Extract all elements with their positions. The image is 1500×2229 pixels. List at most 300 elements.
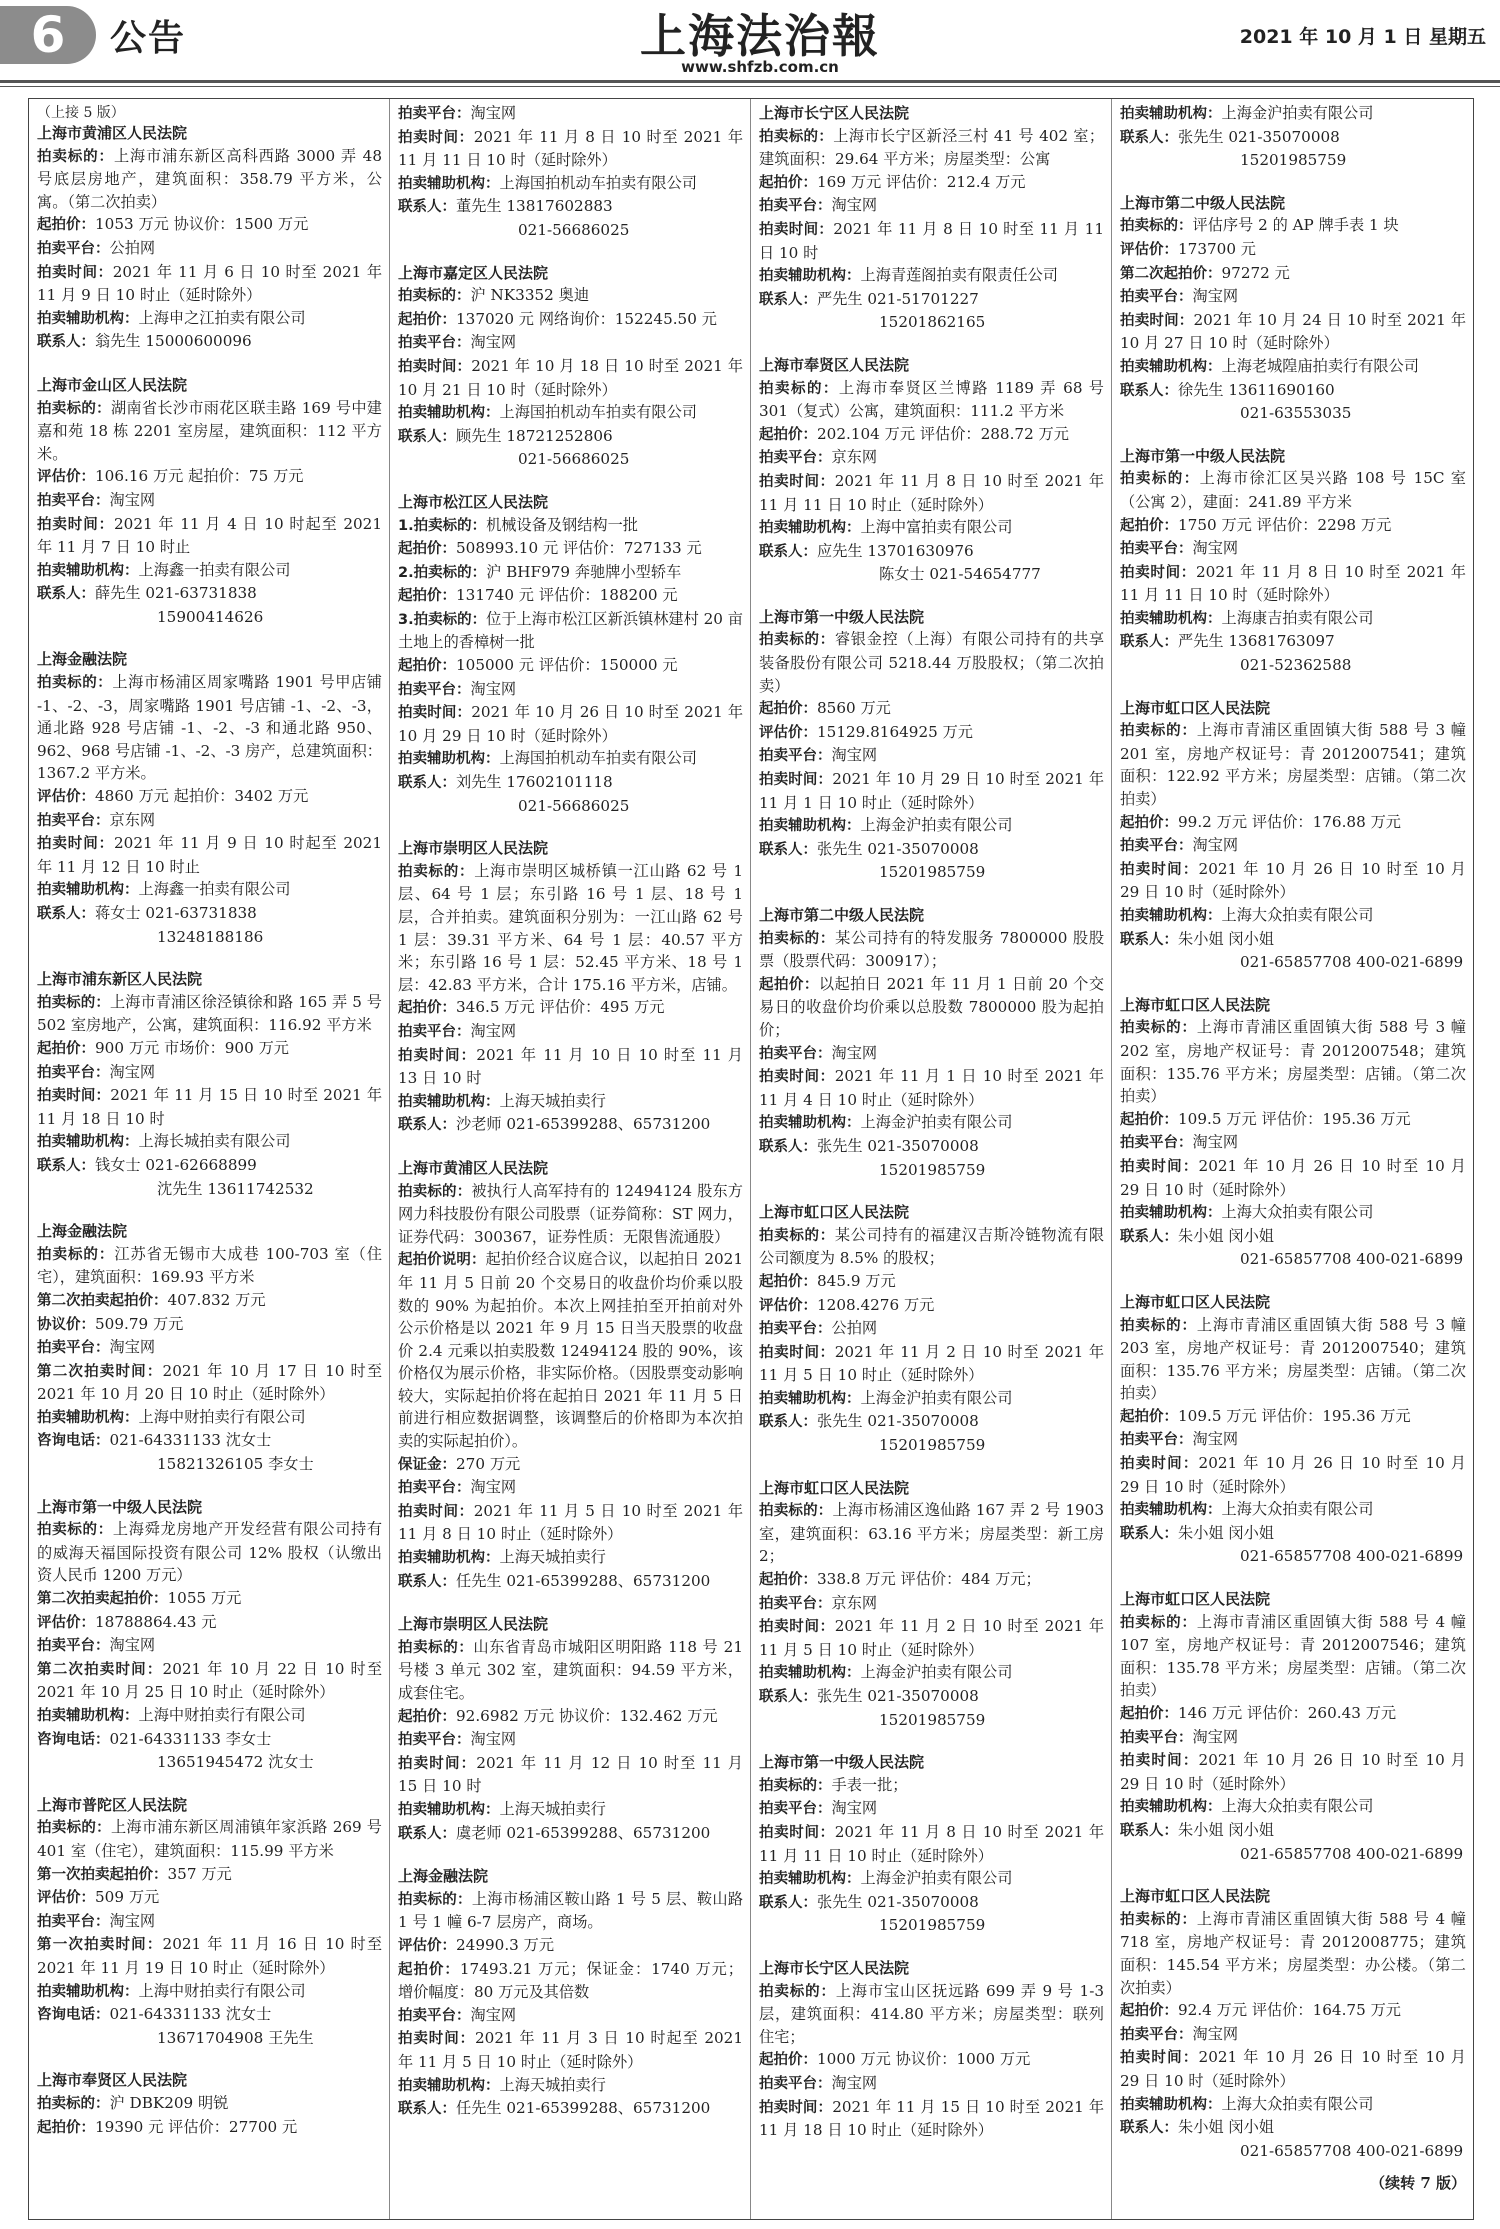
field-label: 第二次拍卖起拍价： [37,1591,168,1608]
field-label: 拍卖时间： [759,2099,833,2116]
notice-field [398,860,743,997]
field-value: 2021 年 11 月 9 日 10 时起至 2021 年 11 月 12 日 10 时止 [37,834,382,876]
field-label: 拍卖辅助机构： [759,1115,861,1132]
field-label: 起拍价： [1120,2003,1178,2020]
field-label: 拍卖平台： [398,1480,471,1497]
notice-field [37,1406,382,1430]
field-value: 上海市宝山区抚远路 699 弄 9 号 1-3 层，建筑面积：414.80 平方米；房屋类型：联列住宅； [759,1981,1105,2046]
notice-field [759,1821,1104,1867]
field-value: 173700 元 [1178,239,1256,258]
field-label: 拍卖平台： [1120,1729,1193,1746]
field-value: 湖南省长沙市雨花区联圭路 169 号中建嘉和苑 18 栋 2201 室房屋，建筑面积：112 平方米。 [37,398,382,463]
field-label: 拍卖时间： [759,772,833,789]
field-value: 2021 年 10 月 24 日 10 时至 2021 年 10 月 27 日 10 时（延时除外） [1120,310,1467,353]
court-name: 上海市奉贤区人民法院 [37,2071,188,2090]
field-label: 拍卖辅助机构： [37,562,139,579]
field-value: 淘宝网 [831,746,878,765]
notice-field [37,878,382,902]
field-value: 严先生 13681763097 [1178,632,1335,651]
field-value: 2021 年 10 月 26 日 10 时至 10 月 29 日 10 时（延时除外） [1120,1454,1466,1496]
notice-field [37,1658,382,1704]
field-value: 2021 年 11 月 15 日 10 时至 2021 年 11 月 18 日 10 时 [37,1086,383,1128]
field-value: 沪 BHF979 奔驰牌小型轿车 [486,562,682,581]
field-value: 上海大众拍卖有限公司 [1221,1203,1374,1222]
field-value: 2021 年 11 月 8 日 10 时至 2021 年 11 月 11 日 10 时（延时除外） [398,127,744,170]
contact-extra-line: 021-65857708 400-021-6899 [1240,2141,1464,2160]
field-label: 联系人： [1120,2120,1178,2137]
court-name: 上海市虹口区人民法院 [1120,995,1271,1014]
contact-extra-line: 15201985759 [879,863,986,882]
field-label: 拍卖标的： [37,400,111,417]
notice-field [398,308,743,332]
field-label: 拍卖辅助机构： [759,268,861,285]
field-value: 845.9 万元 [817,1271,896,1290]
notice-field [1120,1131,1466,1155]
field-value: 2021 年 11 月 2 日 10 时至 2021 年 11 月 5 日 10 时止（延时除外） [759,1342,1105,1385]
field-value: 机械设备及钢结构一批 [486,515,638,534]
field-label: 拍卖辅助机构： [398,1550,500,1567]
field-value: 2021 年 11 月 4 日 10 时起至 2021 年 11 月 7 日 10 时止 [37,514,382,557]
notice-field [398,747,743,771]
notice-field [398,195,743,219]
field-label: 起拍价： [1120,1706,1178,1722]
field-value: 上海市奉贤区兰博路 1189 弄 68 号 301（复式）公寓，建筑面积：111.2 平方米 [759,378,1104,421]
notice-field [37,2003,382,2027]
notice-field [759,1270,1104,1294]
field-label: 拍卖时间： [1120,312,1194,329]
notice-field [37,513,382,559]
field-label: 拍卖平台： [37,1638,110,1655]
auction-notice [1120,994,1466,1271]
field-label: 拍卖标的： [398,1183,472,1200]
field-value: 109.5 万元 评估价：195.36 万元 [1178,1109,1411,1128]
field-value: 上海老城隍庙拍卖行有限公司 [1221,356,1419,375]
contact-extra-line: 15201985759 [1240,151,1347,170]
contact-extra-line: 15201985759 [879,1436,986,1455]
field-label: 第二次起拍价： [1120,265,1222,282]
notice-field [1120,1749,1466,1795]
notice-field [1120,214,1466,238]
field-label: 联系人： [398,775,456,792]
field-value: 淘宝网 [831,2073,878,2092]
notice-field [398,537,743,561]
auction-notice [398,1865,743,2121]
notice-field [37,1037,382,1061]
court-name: 上海市第一中级人民法院 [759,607,925,626]
notice-field [759,1042,1104,1066]
field-label: 拍卖标的： [759,632,835,649]
notice-field [1120,1201,1466,1225]
notice-field [1120,1522,1466,1546]
auction-notice [1120,1885,1466,2162]
notice-field [759,1685,1104,1709]
court-name: 上海金融法院 [398,1867,489,1886]
auction-notice [398,262,743,471]
field-value: 位于上海市松江区新浜镇林建村 20 亩土地上的香樟树一批 [398,609,743,652]
notice-field [1120,1452,1466,1498]
field-label: 联系人： [759,1138,817,1155]
notice-field [759,697,1104,721]
notice-field [759,1867,1104,1891]
field-value: 虞老师 021-65399288、65731200 [456,1823,711,1842]
field-label: 1.拍卖标的： [398,517,487,534]
notice-field [1120,834,1466,858]
field-value: 上海中富拍卖有限公司 [860,518,1013,537]
notice-field [1120,309,1466,355]
field-label: 联系人： [398,2101,456,2118]
field-label: 拍卖平台： [37,1064,110,1081]
notice-field [37,2116,382,2140]
field-label: 拍卖时间： [398,358,472,375]
notice-field [1120,1908,1466,1999]
court-name: 上海市虹口区人民法院 [1120,698,1271,717]
field-label: 起拍价说明： [398,1252,486,1269]
column-1 [29,99,390,2219]
notice-field [37,582,382,606]
auction-notice [37,122,382,354]
field-value: 17493.21 万元；保证金：1740 万元；增价幅度：80 万元及其倍数 [398,1959,743,2002]
notice-field [759,423,1104,447]
field-label: 起拍价： [1120,814,1178,831]
field-label: 拍卖标的： [37,148,114,165]
notice-field [759,814,1104,838]
notice-field [398,1752,743,1798]
field-value: 97272 元 [1221,263,1290,282]
field-label: 联系人： [759,841,817,858]
auction-notice [759,904,1104,1181]
field-label: 拍卖标的： [398,1639,474,1656]
notice-field [398,1546,743,1570]
notice-field [37,809,382,833]
notice-field [1120,355,1466,379]
notice-field [37,489,382,513]
notice-field [759,470,1104,516]
notice-field [398,1180,743,1249]
field-value: 江苏省无锡市大成巷 100-703 室（住宅），建筑面积：169.93 平方米 [37,1244,383,1287]
field-label: 拍卖平台： [398,2007,471,2024]
field-label: 拍卖平台： [759,2075,832,2092]
notice-field [398,2074,743,2098]
notice-field [398,584,743,608]
field-value: 上海市崇明区城桥镇一江山路 62 号 1 层、64 号 1 层；东引路 16 号 1 层、18 号 1 层，合并拍卖。建筑面积分别为：一江山路 62 号 1 层：39.31 平方米、64 号 1 层：40.57 平方米；东引路 16 号 1 层：52.45 平方米、18 号 1 层：42.83 平方米，合计 175.16 平方米，店铺。 [398,861,743,994]
auction-notice [759,102,1104,334]
field-label: 咨询电话： [37,1433,110,1450]
contact-extra-line: 陈女士 021-54654777 [879,565,1041,584]
notice-field [37,397,382,466]
auction-notice [37,374,382,629]
notice-field [398,1934,743,1958]
field-label: 拍卖辅助机构： [398,1093,500,1110]
notice-field [759,2072,1104,2096]
field-value: 蒋女士 021-63731838 [95,904,257,922]
field-value: 上海市青浦区重固镇大街 588 号 4 幢 107 室，房地产权证号：青 2012007546；建筑面积：135.78 平方米；房屋类型：店铺。（第二次拍卖） [1120,1612,1466,1700]
field-value: 131740 元 评估价：188200 元 [456,586,678,605]
field-value: 2021 年 11 月 1 日 10 时至 2021 年 11 月 4 日 10 时止（延时除外） [759,1067,1105,1109]
court-name: 上海市虹口区人民法院 [1120,1887,1271,1906]
notice-field [37,1634,382,1658]
page-header [0,0,1500,92]
field-label: 拍卖辅助机构： [1120,1502,1222,1519]
field-value: 睿银金控（上海）有限公司持有的共享装备股份有限公司 5218.44 万股股权；（第二次拍卖） [759,630,1105,695]
notice-field [1120,126,1466,150]
field-value: 上海金沪拍卖有限公司 [860,1388,1013,1407]
field-label: 拍卖时间： [759,1344,835,1361]
field-value: 薛先生 021-63731838 [95,584,257,603]
field-label: 起拍价： [759,2052,817,2069]
notice-field [37,330,382,354]
notice-field [1120,811,1466,835]
field-label: 拍卖标的： [759,1503,833,1520]
notice-field [759,1980,1104,2049]
field-value: 021-64331133 李女士 [109,1729,272,1748]
notice-field [1120,561,1466,607]
field-label: 拍卖时间： [1120,2050,1199,2067]
notice-field [1120,1611,1466,1702]
auction-notice [1120,192,1466,425]
notice-field [398,1958,743,2004]
field-value: 407.832 万元 [167,1290,266,1309]
field-label: 拍卖标的： [37,2095,110,2112]
field-value: 346.5 万元 评估价：495 万元 [456,998,665,1017]
field-value: 淘宝网 [109,1636,156,1655]
auction-notice [759,1751,1104,1937]
field-label: 评估价： [1120,241,1178,258]
field-label: 拍卖标的： [759,128,834,145]
field-label: 评估价： [37,469,95,486]
field-value: 淘宝网 [109,1911,156,1930]
field-value: 朱小姐 闵小姐 [1178,1820,1274,1839]
field-label: 拍卖时间： [1120,1456,1199,1473]
field-value: 淘宝网 [109,490,156,509]
auction-notice [398,491,743,817]
notice-field [37,1933,382,1979]
field-value: 淘宝网 [470,1021,517,1040]
court-name: 上海市第二中级人民法院 [759,906,925,924]
field-value: 2021 年 11 月 15 日 10 时至 2021 年 11 月 18 日 10 时止（延时除外） [759,2097,1105,2140]
auction-notice [1120,445,1466,677]
field-label: 起拍价： [759,701,817,718]
field-value: 2021 年 11 月 8 日 10 时至 2021 年 11 月 11 日 10 时（延时除外） [1120,562,1466,605]
notice-field [398,102,743,126]
field-value: 24990.3 万元 [456,1935,555,1954]
notice-field [759,171,1104,195]
notice-field [759,1135,1104,1159]
field-label: 起拍价： [37,2119,95,2136]
contact-extra-line: 021-56686025 [518,796,630,815]
field-label: 拍卖辅助机构： [398,175,500,192]
notice-field [1120,630,1466,654]
notice-field [1120,537,1466,561]
notice-field [759,1661,1104,1685]
field-value: 上海市浦东新区周浦镇年家浜路 269 号 401 室（住宅），建筑面积：115.99 平方米 [37,1818,382,1860]
contact-extra-line: 021-56686025 [518,220,630,239]
field-label: 联系人： [1120,1525,1178,1542]
field-label: 拍卖平台： [398,335,471,352]
notice-field [398,1020,743,1044]
notice-field [398,1798,743,1822]
field-label: 拍卖平台： [1120,289,1193,306]
field-label: 拍卖辅助机构： [759,1390,861,1407]
field-value: 021-64331133 沈女士 [109,2005,272,2024]
notice-field [37,213,382,237]
field-value: 京东网 [831,1593,878,1612]
field-label: 拍卖标的： [1120,471,1200,488]
notice-field [37,1816,382,1862]
field-value: 上海舜龙房地产开发经营有限公司持有的威海天福国际投资有限公司 12% 股权（认缴出资人民币 1200 万元） [37,1520,383,1585]
header-rule [0,80,1500,83]
contact-extra-line: 15201862165 [879,313,986,332]
field-value: 509.79 万元 [95,1314,184,1333]
field-label: 拍卖时间： [37,836,115,853]
field-value: 8560 万元 [817,699,891,718]
notice-field [759,1615,1104,1661]
field-value: 以起拍日 2021 年 11 月 1 日前 20 个交易日的收盘价均价乘以总股数 7800000 股为起拍价； [759,974,1105,1039]
field-value: 上海市杨浦区逸仙路 167 弄 2 号 1903 室，建筑面积：63.16 平方米；房屋类型：新工房 2； [759,1501,1104,1566]
notice-field [398,1570,743,1594]
field-value: 淘宝网 [831,1043,878,1062]
field-value: 上海国拍机动车拍卖有限公司 [499,749,697,768]
field-value: 淘宝网 [470,104,517,122]
contact-extra-line: 021-63553035 [1240,404,1352,423]
field-label: 拍卖标的： [398,1891,472,1908]
notice-field [759,125,1104,171]
court-name: 上海市黄浦区人民法院 [37,124,188,142]
field-value: 19390 元 评估价：27700 元 [95,2117,298,2136]
field-value: 上海市杨浦区鞍山路 1 号 5 层、鞍山路 1 号 1 幢 6-7 层房产，商场。 [398,1889,744,1932]
field-label: 拍卖标的： [37,1246,115,1263]
field-label: 拍卖平台： [759,1045,832,1062]
court-name: 上海市崇明区人民法院 [398,839,549,858]
field-value: 钱女士 021-62668899 [95,1155,257,1174]
field-label: 拍卖时间： [1120,861,1199,878]
notice-field [37,785,382,809]
notice-field [759,973,1104,1042]
notice-field [398,654,743,678]
continued-to-note: （续转 7 版） [1370,2174,1466,2193]
notice-field [37,902,382,926]
field-label: 拍卖辅助机构： [759,520,861,537]
field-label: 拍卖时间： [37,516,115,533]
field-label: 拍卖时间： [759,1069,835,1086]
notice-field [1120,262,1466,286]
field-label: 联系人： [398,1573,456,1590]
field-value: 2021 年 10 月 17 日 10 时至 2021 年 10 月 20 日 10 时止（延时除外） [37,1361,383,1404]
field-label: 拍卖平台： [1120,1432,1193,1449]
court-name: 上海市第一中级人民法院 [759,1753,925,1772]
field-label: 拍卖标的： [398,863,475,880]
field-value: 淘宝网 [470,679,517,698]
notice-field [1120,1155,1466,1201]
field-value: 99.2 万元 评估价：176.88 万元 [1178,812,1401,831]
field-label: 拍卖时间： [37,1088,111,1105]
auction-notice [398,837,743,1137]
notice-field [759,218,1104,264]
field-value: 上海国拍机动车拍卖有限公司 [499,173,697,192]
field-value: 某公司持有的特发服务 7800000 股股票（股票代码：300917）； [759,928,1105,971]
court-name: 上海市长宁区人民法院 [759,104,910,122]
field-label: 拍卖辅助机构： [37,1134,139,1151]
field-value: 上海市青浦区重固镇大街 588 号 3 幢 201 室，房地产权证号：青 2012007541；建筑面积：122.92 平方米；房屋类型：店铺。（第二次拍卖） [1120,721,1466,809]
contact-extra-line: 13651945472 沈女士 [157,1753,314,1772]
field-value: 沪 NK3352 奥迪 [470,286,590,305]
notice-field [37,237,382,261]
auction-notice [759,1477,1104,1732]
field-label: 评估价： [37,1890,95,1907]
field-value: 2021 年 10 月 26 日 10 时至 2021 年 10 月 29 日 10 时（延时除外） [398,703,744,745]
notice-field [759,1317,1104,1341]
field-label: 拍卖时间： [398,1503,474,1520]
field-label: 联系人： [759,291,817,308]
field-value: 2021 年 10 月 26 日 10 时至 10 月 29 日 10 时（延时除外） [1120,2048,1466,2090]
field-value: 2021 年 11 月 5 日 10 时至 2021 年 11 月 8 日 10 时止（延时除外） [398,1501,744,1544]
field-label: 拍卖平台： [1120,541,1193,558]
notice-field [759,2096,1104,2142]
field-value: 上海金沪拍卖有限公司 [860,1869,1013,1888]
field-label: 评估价： [37,789,95,806]
notice-field [398,284,743,308]
field-label: 拍卖时间： [398,129,474,146]
field-label: 起拍价： [37,217,95,234]
field-label: 评估价： [398,1937,456,1954]
notice-columns [29,99,1473,2219]
court-name: 上海市奉贤区人民法院 [759,355,910,374]
field-label: 拍卖辅助机构： [1120,2096,1222,2113]
field-value: 338.8 万元 评估价：484 万元； [817,1570,1041,1589]
field-label: 拍卖标的： [1120,723,1197,740]
notice-field [1120,858,1466,904]
field-value: 2021 年 10 月 26 日 10 时至 10 月 29 日 10 时（延时除外） [1120,859,1466,902]
field-value: 徐先生 13611690160 [1178,380,1335,399]
notice-field [37,2092,382,2116]
notice-field [398,401,743,425]
auction-notice [1120,697,1466,974]
field-label: 联系人： [759,1689,817,1705]
court-name: 上海市虹口区人民法院 [759,1478,910,1497]
field-value: 2021 年 10 月 22 日 10 时至 2021 年 10 月 25 日 10 时止（延时除外） [37,1659,383,1702]
notice-field [398,2004,743,2028]
field-label: 起拍价： [759,976,819,993]
field-label: 拍卖时间： [398,1047,477,1064]
field-label: 拍卖时间： [1120,1158,1199,1175]
notice-field [37,1061,382,1085]
notice-field [759,1224,1104,1270]
field-label: 拍卖平台： [398,106,471,122]
notice-field [759,264,1104,288]
field-value: 顾先生 18721252806 [456,426,613,445]
field-label: 拍卖时间： [759,221,834,238]
notice-field [398,425,743,449]
field-value: 上海大众拍卖有限公司 [1221,1500,1374,1519]
field-label: 起拍价： [37,1040,95,1057]
field-label: 拍卖时间： [1120,1753,1199,1770]
notice-field [37,1886,382,1910]
field-label: 拍卖平台： [1120,838,1193,855]
notice-page [28,98,1474,2220]
field-value: 2021 年 11 月 10 日 10 时至 11 月 13 日 10 时 [398,1045,743,1088]
field-value: 淘宝网 [470,1730,517,1749]
auction-notice [37,1220,382,1476]
notice-field [1120,285,1466,309]
notice-field [759,1568,1104,1592]
auction-notice [398,1613,743,1845]
notice-field [1120,1726,1466,1750]
field-label: 拍卖辅助机构： [759,1665,861,1682]
field-value: 357 万元 [167,1864,232,1883]
field-value: 沙老师 021-65399288、65731200 [456,1115,711,1134]
auction-notice [1120,1291,1466,1568]
notice-field [759,1341,1104,1387]
field-value: 202.104 万元 评估价：288.72 万元 [817,424,1069,443]
